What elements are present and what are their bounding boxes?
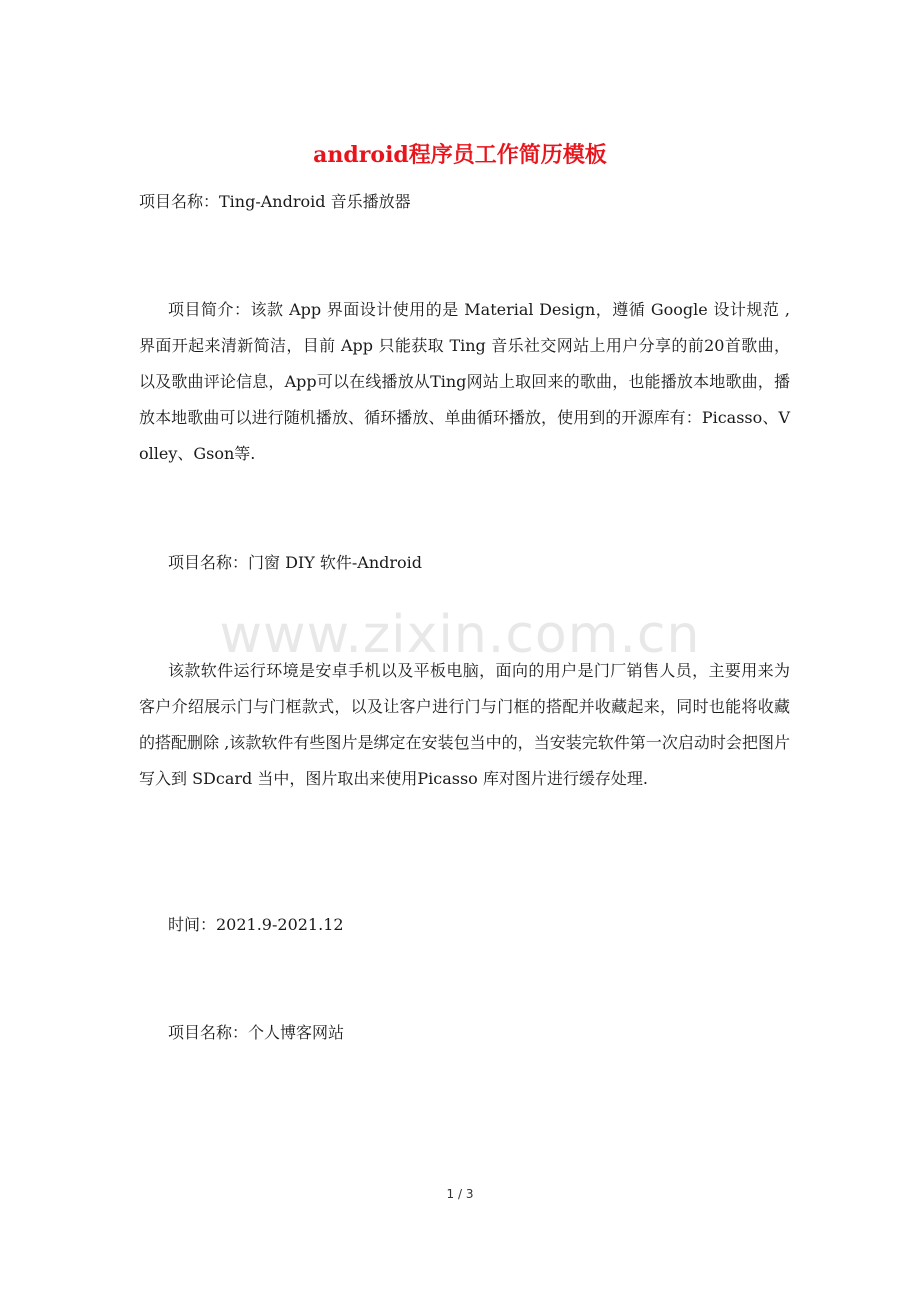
project-intro-door-diy: 该款软件运行环境是安卓手机以及平板电脑，面向的用户是门厂销售人员，主要用来为客户介绍展示门与门框款式，以及让客户进行门与门框的搭配并收藏起来，同时也能将收藏的搭配删除 ,该款软件有些图片是绑定在安装包当中的，当安装完软件第一次启动时会把图片写入到 SDcard 当中，图片取出来使用Picasso 库对图片进行缓存处理. (139, 661, 790, 788)
project-name-blog: 项目名称：个人博客网站 (168, 1023, 345, 1042)
project-time: 时间：2021.9-2021.12 (168, 915, 344, 934)
document-title: android程序员工作简历模板 (313, 142, 607, 168)
page-number: 1 / 3 (446, 1187, 474, 1201)
project-name-door-diy: 项目名称：门窗 DIY 软件-Android (168, 553, 423, 572)
project-name-ting: 项目名称：Ting-Android 音乐播放器 (139, 192, 411, 211)
watermark: www.zixin.com.cn (219, 605, 701, 665)
project-intro-ting: 项目简介：该款 App 界面设计使用的是 Material Design，遵循 Google 设计规范 , 界面开起来清新简洁，目前 App 只能获取 Ting 音乐社交网站上用户分享的前20首歌曲，以及歌曲评论信息，App可以在线播放从Ting网站上取回来的歌曲，也能播放本地歌曲，播放本地歌曲可以进行随机播放、循环播放、单曲循环播放，使用到的开源库有：Picasso、Volley、Gson等. (139, 300, 790, 463)
